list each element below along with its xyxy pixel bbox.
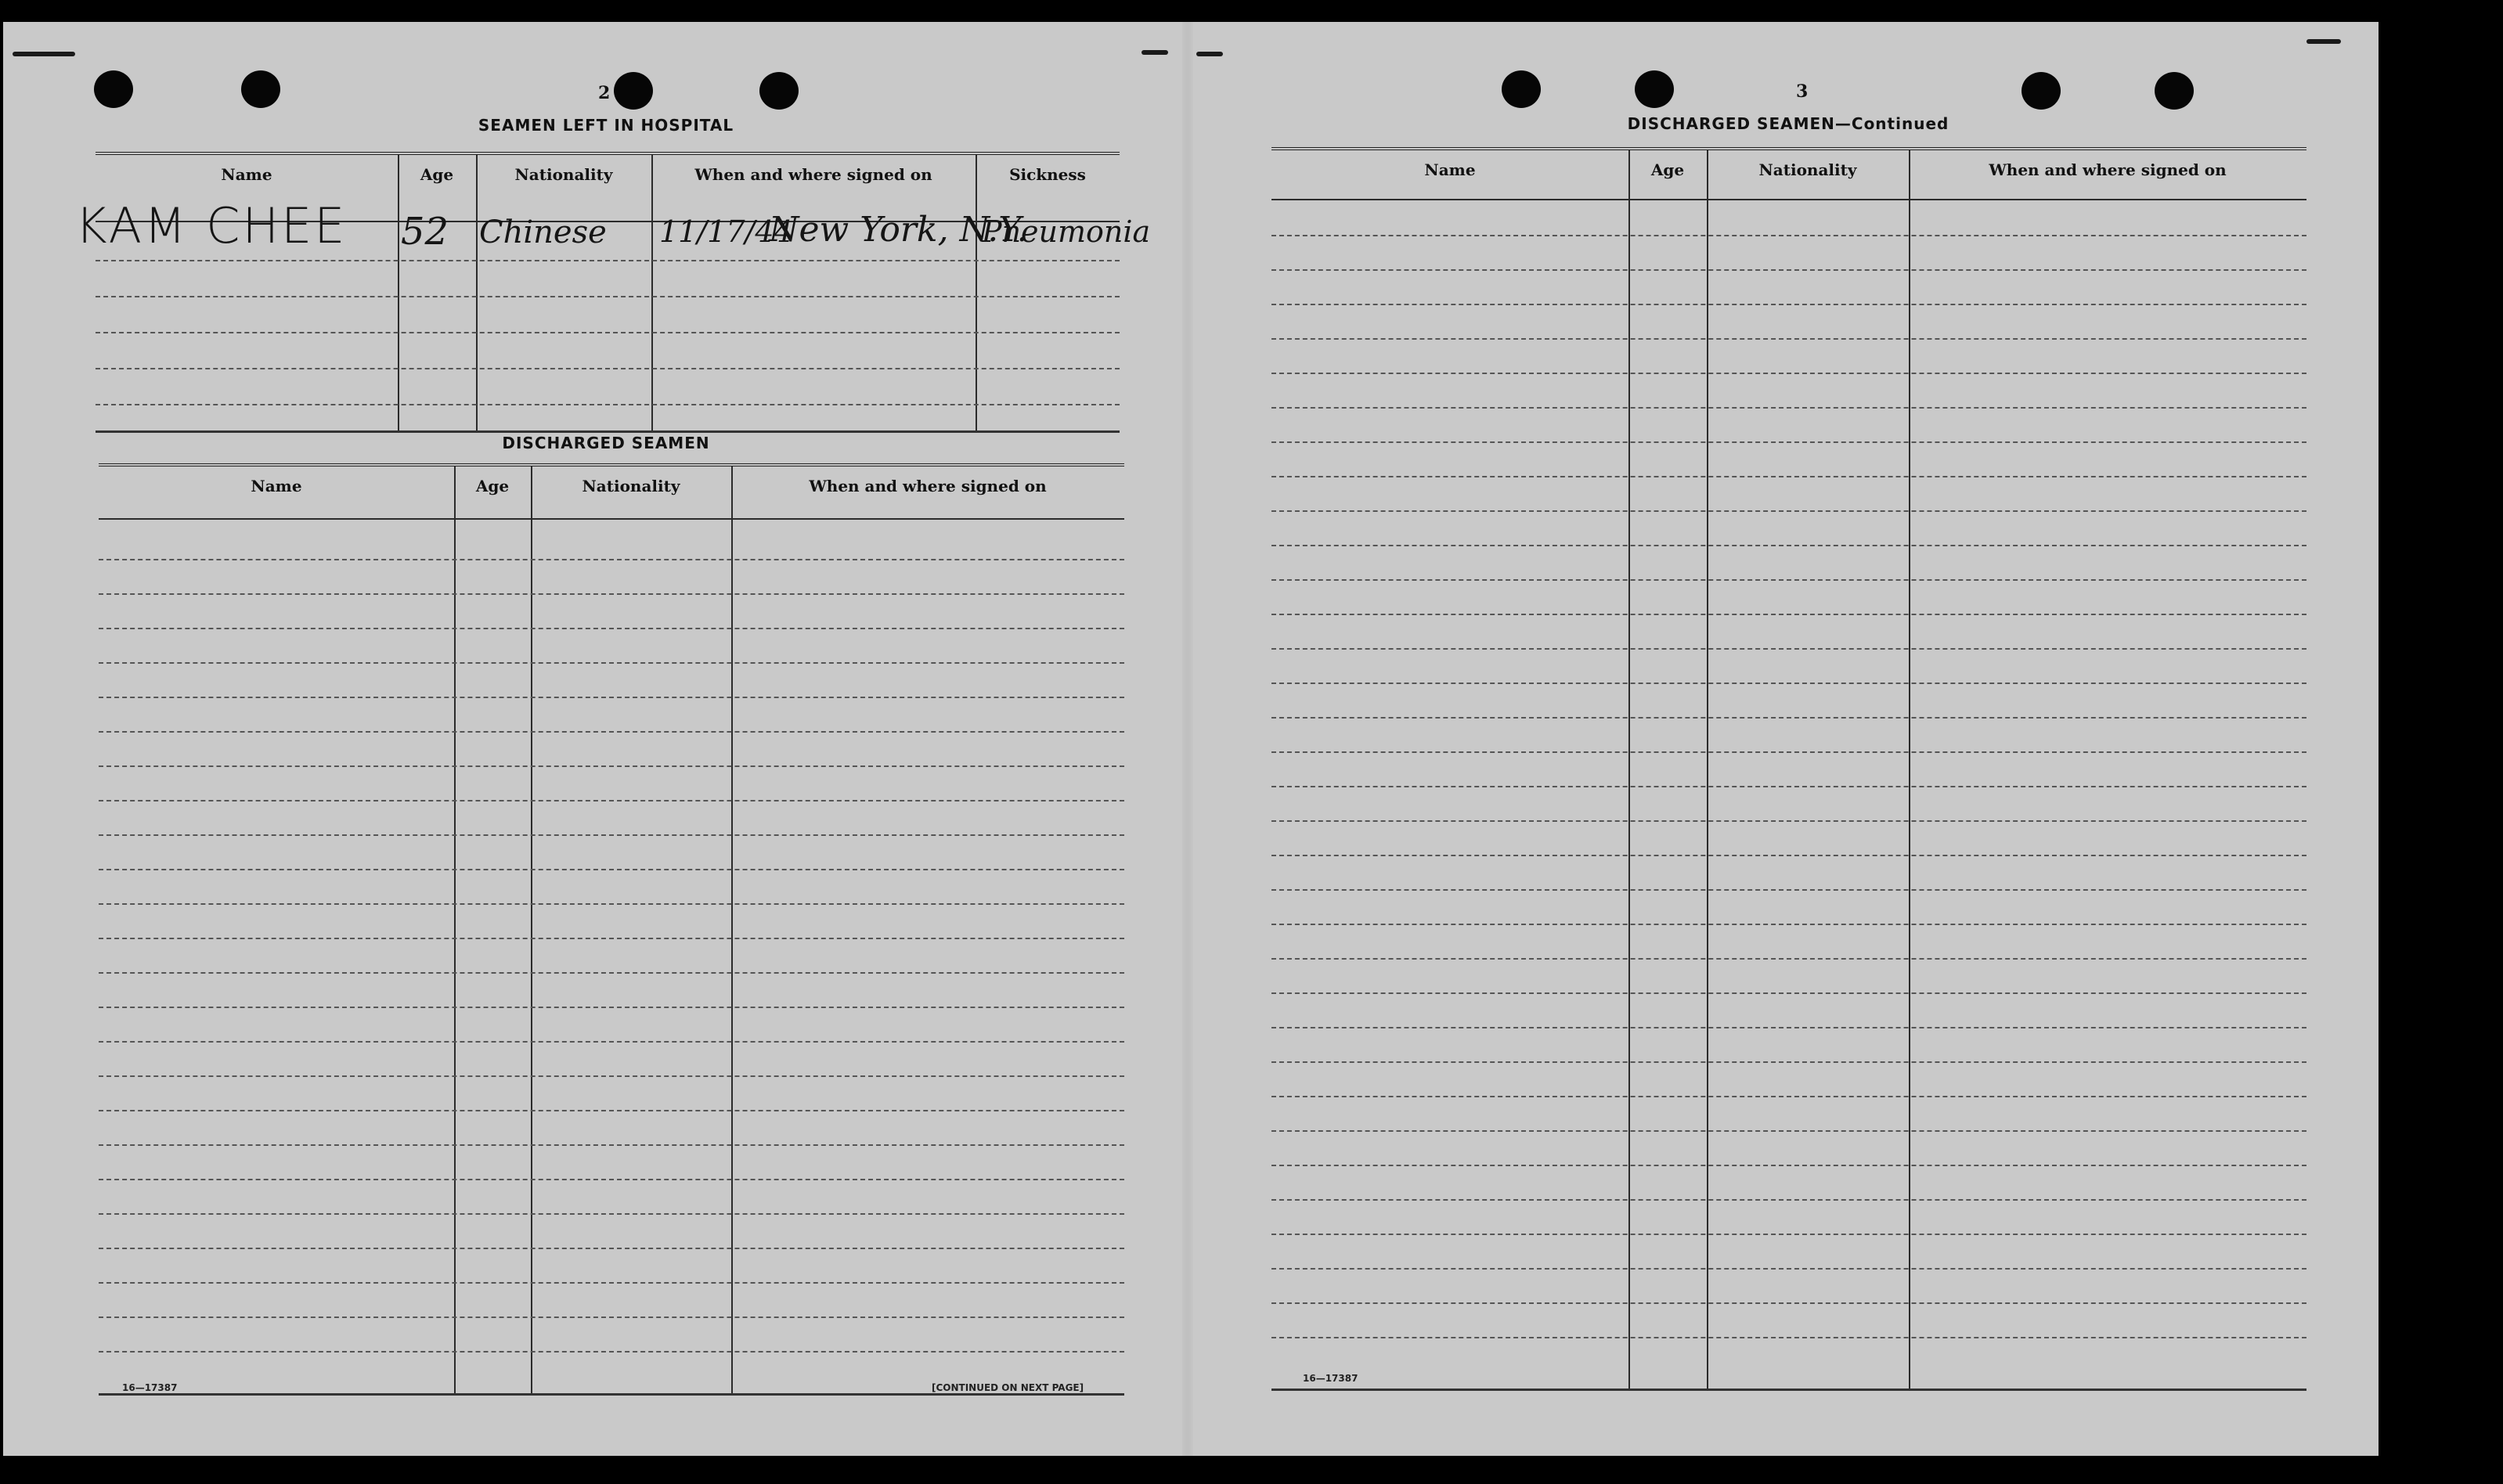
ruled-line: [1271, 338, 2306, 340]
ruled-line: [96, 332, 1120, 333]
hospital-entry-nationality: Chinese: [479, 214, 607, 250]
ruled-line: [1271, 855, 2306, 856]
hospital-entry-date: 11/17/44: [659, 214, 793, 249]
header-rule: [1271, 199, 2306, 200]
header-nationality: Nationality: [582, 477, 680, 495]
header-name: Name: [1424, 160, 1476, 179]
manifest-sheet: [3, 22, 2379, 1456]
header-rule: [99, 518, 1124, 520]
column-divider: [531, 466, 532, 1393]
punch-hole: [1635, 70, 1674, 108]
ruled-line: [99, 1007, 1124, 1008]
ruled-line: [1271, 269, 2306, 271]
discharged-section-title: DISCHARGED SEAMEN: [502, 434, 710, 452]
header-name: Name: [221, 165, 272, 184]
ruled-line: [99, 1317, 1124, 1318]
hospital-table: [96, 152, 1120, 433]
ruled-line: [96, 260, 1120, 261]
header-name: Name: [251, 477, 302, 495]
ruled-line: [1271, 235, 2306, 236]
punch-hole: [2155, 72, 2194, 110]
ruled-line: [99, 1282, 1124, 1284]
ruled-line: [1271, 1165, 2306, 1166]
header-age: Age: [420, 165, 454, 184]
ruled-line: [96, 296, 1120, 297]
column-divider: [1628, 150, 1630, 1389]
discharged-continued-table: [1271, 147, 2306, 1391]
discharged-table: [99, 463, 1124, 1396]
ruled-line: [99, 1144, 1124, 1146]
discharged-continued-title: DISCHARGED SEAMEN—Continued: [1627, 114, 1949, 133]
ruled-line: [1271, 407, 2306, 409]
column-divider: [1707, 150, 1708, 1389]
ruled-line: [1271, 786, 2306, 787]
form-number-right: 16—17387: [1303, 1373, 1358, 1384]
scan-mark: [13, 52, 75, 56]
ruled-line: [1271, 683, 2306, 684]
header-nationality: Nationality: [1758, 160, 1857, 179]
form-number-left: 16—17387: [122, 1382, 178, 1393]
ruled-line: [99, 662, 1124, 664]
punch-hole: [1502, 70, 1541, 108]
continued-note: [CONTINUED ON NEXT PAGE]: [932, 1382, 1084, 1393]
punch-hole: [2022, 72, 2061, 110]
scan-mark: [2306, 39, 2341, 44]
ruled-line: [1271, 924, 2306, 925]
ruled-line: [1271, 648, 2306, 650]
ruled-line: [99, 1248, 1124, 1249]
ruled-line: [99, 903, 1124, 905]
hospital-entry-place: New York, N.Y.: [769, 210, 1028, 250]
scan-mark: [1196, 52, 1223, 56]
ruled-line: [1271, 1199, 2306, 1201]
ruled-line: [99, 731, 1124, 733]
ruled-line: [99, 1041, 1124, 1043]
ruled-line: [99, 628, 1124, 629]
header-age: Age: [1650, 160, 1685, 179]
header-signed-on: When and where signed on: [809, 477, 1047, 495]
ruled-line: [99, 1179, 1124, 1180]
punch-hole: [759, 72, 799, 110]
ruled-line: [1271, 1337, 2306, 1338]
ruled-line: [99, 559, 1124, 560]
punch-hole: [94, 70, 133, 108]
column-divider: [651, 155, 653, 430]
ruled-line: [1271, 476, 2306, 477]
column-divider: [976, 155, 977, 430]
header-signed-on: When and where signed on: [694, 165, 932, 184]
ruled-line: [1271, 1268, 2306, 1270]
hospital-section-title: SEAMEN LEFT IN HOSPITAL: [478, 116, 734, 135]
header-age: Age: [475, 477, 510, 495]
ruled-line: [96, 368, 1120, 369]
ruled-line: [99, 800, 1124, 801]
page-fold: [1182, 22, 1193, 1456]
ruled-line: [1271, 545, 2306, 546]
ruled-line: [99, 972, 1124, 974]
ruled-line: [1271, 1130, 2306, 1132]
page-number-left: 2: [598, 83, 611, 103]
hospital-entry-name: KAM CHEE: [75, 197, 348, 254]
ruled-line: [99, 1110, 1124, 1111]
ruled-line: [99, 697, 1124, 698]
hospital-entry-age: 52: [401, 210, 449, 254]
ruled-line: [1271, 889, 2306, 891]
ruled-line: [99, 938, 1124, 939]
column-divider: [454, 466, 456, 1393]
ruled-line: [1271, 717, 2306, 719]
ruled-line: [1271, 1096, 2306, 1097]
ruled-line: [1271, 373, 2306, 374]
ruled-line: [1271, 820, 2306, 822]
header-sickness: Sickness: [1009, 165, 1086, 184]
ruled-line: [1271, 614, 2306, 615]
punch-hole: [241, 70, 280, 108]
ruled-line: [99, 765, 1124, 767]
ruled-line: [99, 1351, 1124, 1353]
ruled-line: [1271, 1302, 2306, 1304]
column-divider: [731, 466, 733, 1393]
ruled-line: [1271, 1234, 2306, 1235]
punch-hole: [614, 72, 653, 110]
column-divider: [398, 155, 399, 430]
scan-mark: [1141, 50, 1168, 55]
ruled-line: [99, 869, 1124, 870]
ruled-line: [99, 593, 1124, 595]
page-number-right: 3: [1796, 81, 1809, 102]
hospital-entry-sickness: Pneumonia: [982, 214, 1151, 249]
ruled-line: [1271, 751, 2306, 753]
ruled-line: [99, 834, 1124, 836]
ruled-line: [96, 404, 1120, 405]
ruled-line: [1271, 1061, 2306, 1063]
header-nationality: Nationality: [514, 165, 613, 184]
ruled-line: [1271, 992, 2306, 994]
ruled-line: [1271, 958, 2306, 960]
ruled-line: [99, 1075, 1124, 1077]
ruled-line: [1271, 579, 2306, 581]
header-signed-on: When and where signed on: [1989, 160, 2227, 179]
column-divider: [476, 155, 478, 430]
ruled-line: [1271, 1027, 2306, 1028]
ruled-line: [1271, 304, 2306, 305]
ruled-line: [1271, 510, 2306, 512]
ruled-line: [99, 1213, 1124, 1215]
column-divider: [1909, 150, 1910, 1389]
ruled-line: [1271, 441, 2306, 443]
